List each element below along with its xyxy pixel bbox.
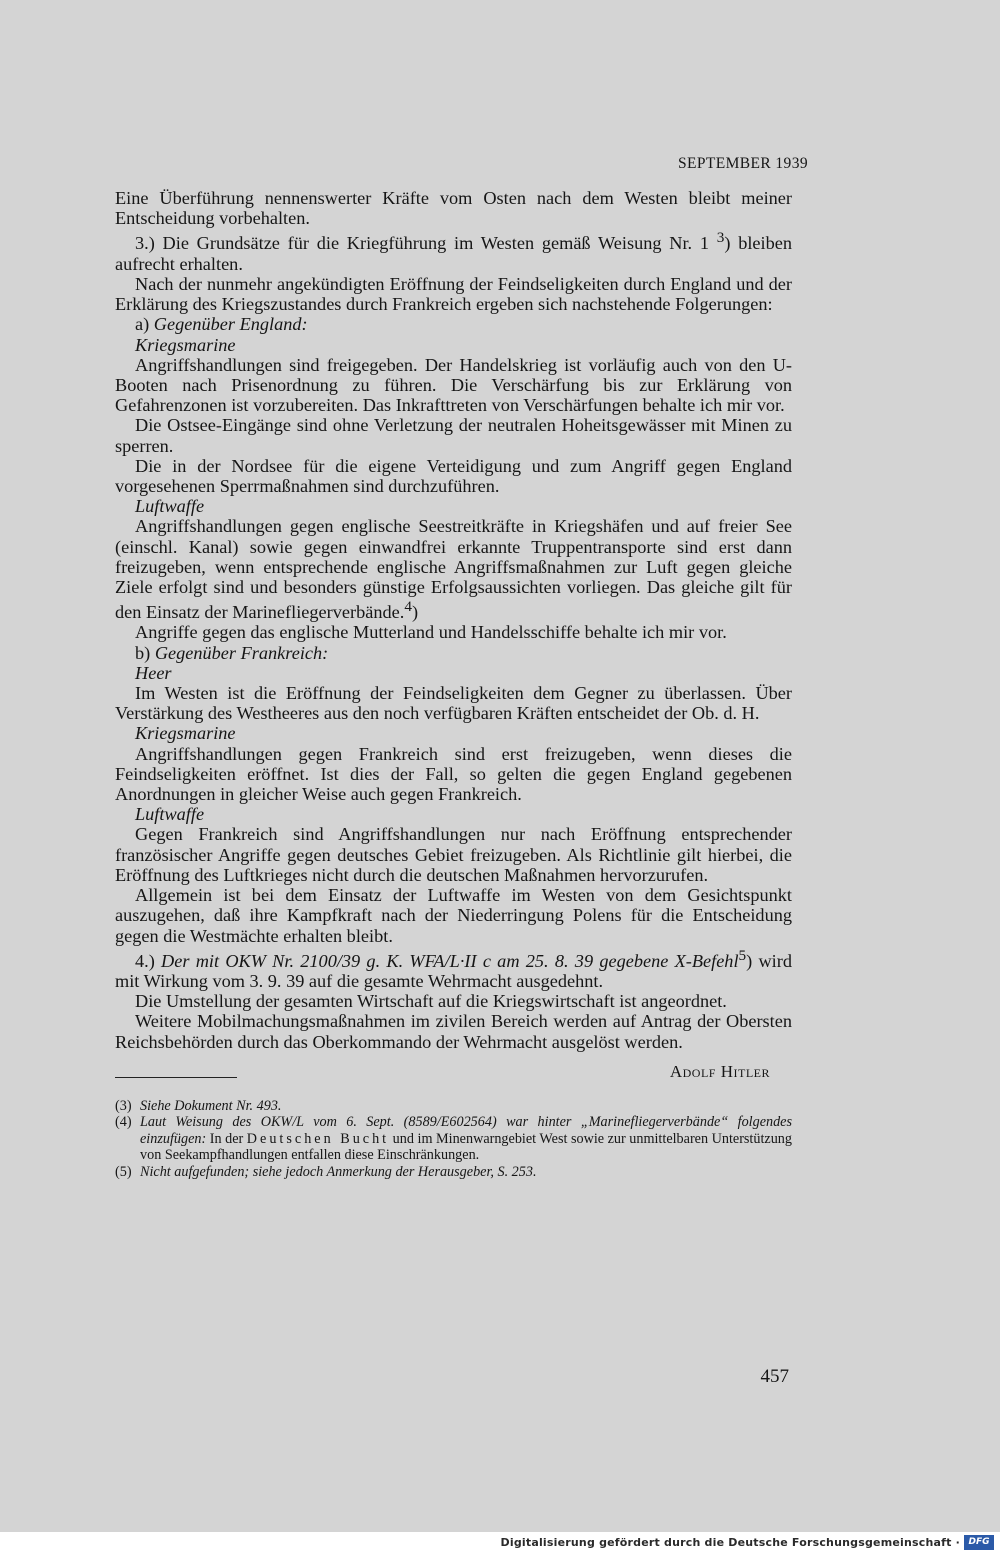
paragraph: Allgemein ist bei dem Einsatz der Luftwaffe im Westen von dem Gesichtspunkt auszugehen, daß ihre Kampfkraft nach der Niederringung Polens für die Entscheidung gegen die Westmächte erhalten bleibt. xyxy=(115,885,792,946)
subsection-heading: Kriegsmarine xyxy=(135,334,236,355)
paragraph: Weitere Mobilmachungsmaßnahmen im zivilen Bereich werden auf Antrag der Obersten Reichsbehörden durch das Oberkommando der Wehrmacht ausgelöst werden. xyxy=(115,1011,792,1052)
footnote: (4) Laut Weisung des OKW/L vom 6. Sept. (8589/E602564) war hinter „Marinefliegerverbände“ folgendes einzufügen: In der Deutschen Bucht und im Minenwarngebiet West sowie zur unmittelbaren Unterstützung von Seekampfhandlungen entfallen diese Einschränkungen. xyxy=(115,1114,792,1164)
digitization-footer xyxy=(0,1532,1000,1554)
footnote: (5) Nicht aufgefunden; siehe jedoch Anmerkung der Herausgeber, S. 253. xyxy=(115,1163,537,1180)
section-heading: a) Gegenüber England: xyxy=(135,314,308,335)
footnote-divider xyxy=(115,1077,237,1078)
paragraph: Angriffe gegen das englische Mutterland und Handelsschiffe behalte ich mir vor. xyxy=(135,622,727,643)
signature-row xyxy=(115,1058,792,1088)
running-header: SEPTEMBER 1939 xyxy=(677,155,808,172)
footer-credit: Digitalisierung gefördert durch die Deutsche Forschungsgemeinschaft · xyxy=(500,1536,960,1549)
signature: Adolf Hitler xyxy=(669,1061,770,1081)
footnote-number: (4) xyxy=(115,1114,132,1131)
subsection-heading: Kriegsmarine xyxy=(135,723,236,744)
paragraph: Angriffshandlungen sind freigegeben. Der Handelskrieg ist vorläufig auch von den U-Booten nach Prisenordnung zu führen. Die Verschärfung bis zur Erklärung von Gefahrenzonen ist vorzubereiten. Das Inkrafttreten von Verschärfungen behalte ich mir vor. xyxy=(115,354,792,416)
paragraph: Gegen Frankreich sind Angriffshandlungen nur nach Eröffnung entsprechender französischer Angriffe gegen deutsches Gebiet freizugeben. Als Richtlinie gilt hierbei, die Eröffnung des Luftkrieges nicht durch die deutschen Maßnahmen hervorzurufen. xyxy=(115,824,792,885)
paragraph: Angriffshandlungen gegen Frankreich sind erst freizugeben, wenn dieses die Feindseligkeiten eröffnet. Ist dies der Fall, so gelten die gegen England gegebenen Anordnungen in gleicher Weise auch gegen Frankreich. xyxy=(115,743,792,805)
footnote-number: (5) xyxy=(115,1163,132,1180)
subsection-heading: Luftwaffe xyxy=(135,804,205,825)
footnote: (3) Siehe Dokument Nr. 493. xyxy=(115,1097,282,1114)
paragraph: Die in der Nordsee für die eigene Verteidigung und zum Angriff gegen England vorgesehenen Sperrmaßnahmen sind durchzuführen. xyxy=(115,455,792,496)
footnote-ref: 3 xyxy=(716,229,725,247)
document-body xyxy=(115,188,792,1180)
dfg-logo-icon: DFG xyxy=(964,1535,994,1550)
paragraph: Die Umstellung der gesamten Wirtschaft auf die Kriegswirtschaft ist angeordnet. xyxy=(135,991,727,1012)
page-number: 457 xyxy=(760,1366,789,1387)
paragraph: Die Ostsee-Eingänge sind ohne Verletzung der neutralen Hoheitsgewässer mit Minen zu sperren. xyxy=(115,415,792,456)
subsection-heading: Heer xyxy=(135,662,172,683)
footnote-number: (3) xyxy=(115,1097,132,1114)
paragraph: 4.) Der mit OKW Nr. 2100/39 g. K. WFA/L·II c am 25. 8. 39 gegebene X-Befehl$^5$) wird mit Wirkung vom 3. 9. 39 auf die gesamte Wehrmacht ausgedehnt. xyxy=(115,946,792,991)
footnote-ref: 4 xyxy=(404,598,412,616)
paragraph: Eine Überführung nennenswerter Kräfte vom Osten nach dem Westen bleibt meiner Entscheidung vorbehalten. xyxy=(115,188,792,229)
paragraph: Nach der nunmehr angekündigten Eröffnung der Feindseligkeiten durch England und der Erklärung des Kriegszustandes durch Frankreich ergeben sich nachstehende Folgerungen: xyxy=(115,273,792,315)
subsection-heading: Luftwaffe xyxy=(135,496,205,517)
paragraph: 3.) Die Grundsätze für die Kriegführung im Westen gemäß Weisung Nr. 1 $^3$) bleiben aufrecht erhalten. xyxy=(115,229,792,274)
footnotes xyxy=(115,1098,792,1181)
footnote-ref: 5 xyxy=(738,946,747,964)
section-heading: b) Gegenüber Frankreich: xyxy=(135,642,329,663)
paragraph: Angriffshandlungen gegen englische Seestreitkräfte in Kriegshäfen und auf freier See (einschl. Kanal) sowie gegen einwandfrei erkannte Truppentransporte sind erst dann freizugeben, wenn entsprechende englische Angriffsmaßnahmen zur Luft gegen gleiche Ziele erfolgt sind und besonders günstige Erfolgsaussichten vorliegen. Das gleiche gilt für den Einsatz der Marinefliegerverbände.$^4$) xyxy=(115,516,792,623)
paragraph: Im Westen ist die Eröffnung der Feindseligkeiten dem Gegner zu überlassen. Über Verstärkung des Westheeres aus den noch verfügbaren Kräften entscheidet der Ob. d. H. xyxy=(115,683,792,724)
